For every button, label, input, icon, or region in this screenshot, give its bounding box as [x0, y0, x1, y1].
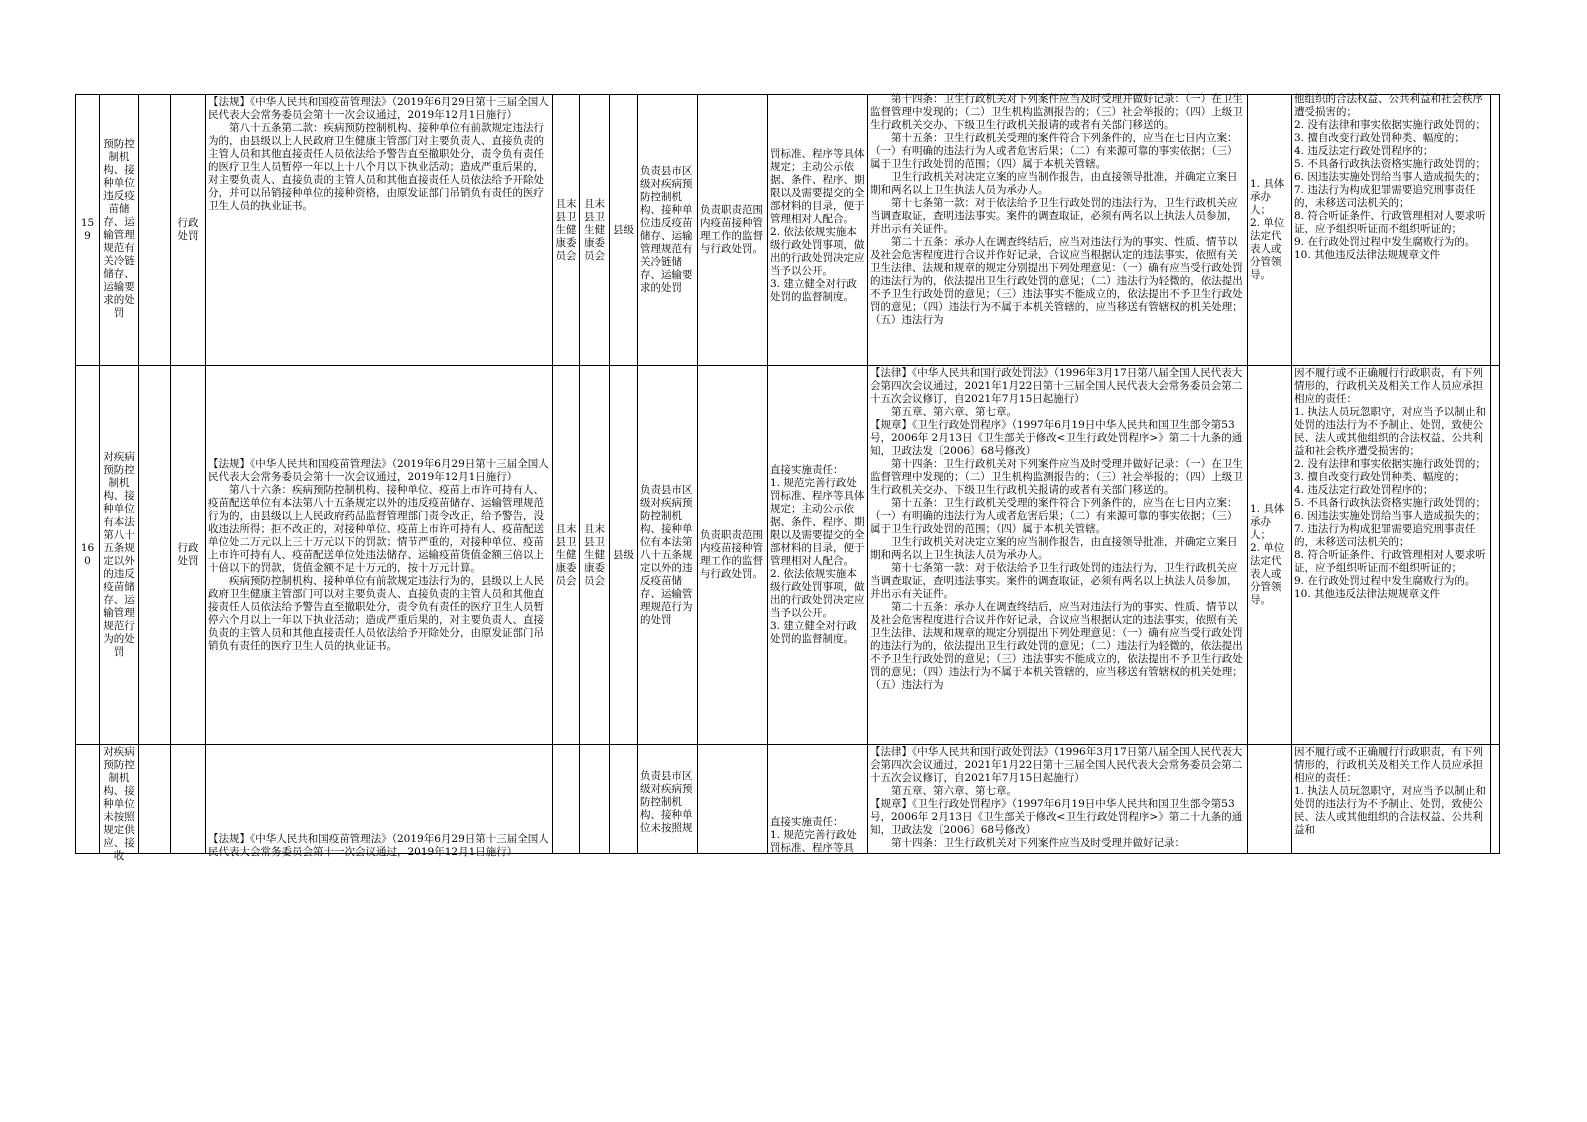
responsibility-items: 直接实施责任： 1. 规范完善行政处罚标准、程序等具体规定；主动公示依据、条件、程序、期限以及需要提交的全部材料的目录，便于管理相对人配合。 2. 依法依规实施本级行政处罚事项，做出的行政处罚决定应当予以公开。 3. 建立健全对行政处罚的监督制度。	[768, 366, 868, 745]
basis-title: 【法规】《中华人民共和国疫苗管理法》（2019年6月29日第十三届全国人民代表大会常务委员会第十一次会议通过，2019年12月1日施行）	[208, 457, 549, 483]
remarks	[1491, 366, 1500, 745]
procedure-clause: 【规章】《卫生行政处罚程序》（1997年6月19日中华人民共和国卫生部令第53号，2006年 2月13日《卫生部关于修改<卫生行政处罚程序>》第二十九条的通知，卫政法发〔2006〕68号修改）	[870, 419, 1243, 457]
exercise-scope: 负责县市区级对疾病预防控制机构、接种单位有本法第八十五条规定以外的违反疫苗储存、运输管理规范行为的处罚	[638, 366, 698, 745]
legal-basis	[206, 366, 553, 745]
accountability: 他组织的合法权益、公共利益和社会秩序遭受损害的； 2. 没有法律和事实依据实施行政处罚的； 3. 擅自改变行政处罚种类、幅度的； 4. 违反法定行政处罚程序的； 5. 不具备行政执法资格实施行政处罚的； 6. 因违法实施处罚给当事人造成损失的； 7. 违法行为构成犯罪需要追究刑事责任的，未移送司法机关的； 8. 符合听证条件、行政管理相对人要求听证，应予组织听证而不组织听证的； 9. 在行政处罚过程中发生腐败行为的。 10. 其他违反法律法规规章文件	[1292, 95, 1491, 366]
blank-cell	[139, 745, 171, 854]
exercise-scope: 负责县市区级对疾病预防控制机构、接种单位违反疫苗储存、运输管理规范有关冷链储存、运输要求的处罚	[638, 95, 698, 366]
remarks	[1491, 95, 1500, 366]
exercise-level	[610, 745, 638, 854]
item-number: 160	[76, 366, 100, 745]
procedure-clause: 第五章、第六章、第七章。	[891, 785, 1017, 797]
duty-description: 负责职责范围内疫苗接种管理工作的监督与行政处罚。	[698, 366, 768, 745]
implementing-dept	[553, 745, 580, 854]
remarks	[1491, 745, 1500, 854]
basis-title: 【法规】《中华人民共和国疫苗管理法》（2019年6月29日第十三届全国人民代表大会常务委员会第十一次会议通过，2019年12月1日施行）	[208, 96, 549, 121]
table-row	[76, 95, 1500, 366]
procedure-clause: 【规章】《卫生行政处罚程序》（1997年6月19日中华人民共和国卫生部令第53号，2006年 2月13日《卫生部关于修改<卫生行政处罚程序>》第二十九条的通知，卫政法发〔2006〕68号修改）	[870, 798, 1243, 836]
responsibility-items: 罚标准、程序等具体规定；主动公示依据、条件、程序、期限以及需要提交的全部材料的目录，便于管理相对人配合。 2. 依法依规实施本级行政处罚事项，做出的行政处罚决定应当予以公开。 3. 建立健全对行政处罚的监督制度。	[768, 95, 868, 366]
procedure-clause: 第十四条：卫生行政机关对下列案件应当及时受理并做好记录：	[891, 837, 1185, 849]
item-category	[171, 745, 206, 854]
responsible-subject	[1248, 745, 1292, 854]
procedure-basis	[868, 95, 1248, 366]
responsible-dept: 且末县卫生健康委员会	[580, 95, 610, 366]
procedure-clause: 第二十五条：承办人在调查终结后，应当对违法行为的事实、性质、情节以及社会危害程度进行合议并作好记录，合议应当根据认定的违法事实，依照有关卫生法律、法规和规章的规定分别提出下列处理意见：（一）确有应当受行政处罚的违法行为的，依法提出卫生行政处罚的意见；（二）违法行为轻微的，依法提出不予卫生行政处罚的意见；（三）违法事实不能成立的，依法提出不予卫生行政处罚的意见；（四）违法行为不属于本机关管辖的，应当移送有管辖权的机关处理；（五）违法行为	[870, 601, 1243, 691]
accountability: 因不履行或不正确履行行政职责，有下列情形的，行政机关及相关工作人员应承担相应的责任： 1. 执法人员玩忽职守，对应当予以制止和处罚的违法行为不予制止、处罚，致使公民、法人或其他组织的合法权益、公共利益和	[1292, 745, 1491, 854]
accountability: 因不履行或不正确履行行政职责，有下列情形的，行政机关及相关工作人员应承担相应的责任： 1. 执法人员玩忽职守，对应当予以制止和处罚的违法行为不予制止、处罚，致使公民、法人或其他组织的合法权益、公共利益和社会秩序遭受损害的； 2. 没有法律和事实依据实施行政处罚的； 3. 擅自改变行政处罚种类、幅度的； 4. 违反法定行政处罚程序的； 5. 不具备行政执法资格实施行政处罚的； 6. 因违法实施处罚给当事人造成损失的； 7. 违法行为构成犯罪需要追究刑事责任的，未移送司法机关的； 8. 符合听证条件、行政管理相对人要求听证，应予组织听证而不组织听证的； 9. 在行政处罚过程中发生腐败行为的。 10. 其他违反法律法规规章文件	[1292, 366, 1491, 745]
responsible-dept	[580, 745, 610, 854]
procedure-clause: 卫生行政机关对决定立案的应当制作报告，由直接领导批准，并确定立案日期和两名以上卫生执法人员为承办人。	[870, 536, 1238, 561]
procedure-basis	[868, 366, 1248, 745]
procedure-clause: 【法律】《中华人民共和国行政处罚法》（1996年3月17日第八届全国人民代表大会第四次会议通过，2021年1月22日第十三届全国人民代表大会常务委员会第二十五次会议修订，自2021年7月15日起施行）	[870, 367, 1243, 405]
exercise-level: 县级	[610, 366, 638, 745]
procedure-clause: 第十七条第一款：对于依法给予卫生行政处罚的违法行为，卫生行政机关应当调查取证，查明违法事实。案件的调查取证，必须有两名以上执法人员参加，并出示有关证件。	[870, 197, 1238, 235]
procedure-clause: 第十四条：卫生行政机关对下列案件应当及时受理并做好记录：（一）在卫生监督管理中发现的；（二）卫生机构监测报告的；（三）社会举报的；（四）上级卫生行政机关交办、下级卫生行政机关报请的或者有关部门移送的。	[870, 458, 1243, 496]
legal-basis	[206, 745, 553, 858]
responsibility-items: 直接实施责任： 1. 规范完善行政处罚标准、程序等具	[768, 745, 868, 854]
implementing-dept: 且末县卫生健康委员会	[553, 95, 580, 366]
procedure-clause: 第十四条：卫生行政机关对下列案件应当及时受理并做好记录：（一）在卫生监督管理中发现的；（二）卫生机构监测报告的；（三）社会举报的；（四）上级卫生行政机关交办、下级卫生行政机关报请的或者有关部门移送的。	[870, 93, 1243, 131]
blank-cell	[139, 95, 171, 366]
implementing-dept: 且末县卫生健康委员会	[553, 366, 580, 745]
power-list-table	[75, 93, 1500, 862]
procedure-clause: 第十五条：卫生行政机关受理的案件符合下列条件的，应当在七日内立案：（一）有明确的违法行为人或者危害后果；（二）有来源可靠的事实依据；（三）属于卫生行政处罚的范围；（四）属于本机关管辖。	[870, 132, 1238, 170]
item-name: 对疾病预防控制机构、接种单位未按照规定供应、接收	[100, 745, 139, 854]
responsible-subject: 1. 具体承办人； 2. 单位法定代表人或分管领导。	[1248, 366, 1292, 745]
procedure-clause: 第十七条第一款：对于依法给予卫生行政处罚的违法行为，卫生行政机关应当调查取证，查明违法事实。案件的调查取证，必须有两名以上执法人员参加，并出示有关证件。	[870, 562, 1238, 600]
table-row	[76, 745, 1500, 854]
procedure-basis	[868, 745, 1248, 854]
responsible-subject: 1. 具体承办人； 2. 单位法定代表人或分管领导。	[1248, 95, 1292, 366]
procedure-clause: 【法律】《中华人民共和国行政处罚法》（1996年3月17日第八届全国人民代表大会第四次会议通过，2021年1月22日第十三届全国人民代表大会常务委员会第二十五次会议修订，自2021年7月15日起施行）	[870, 746, 1243, 784]
procedure-clause: 第十五条：卫生行政机关受理的案件符合下列条件的，应当在七日内立案：（一）有明确的违法行为人或者危害后果；（二）有来源可靠的事实依据；（三）属于卫生行政处罚的范围；（四）属于本机关管辖。	[870, 497, 1238, 535]
procedure-clause: 卫生行政机关对决定立案的应当制作报告，由直接领导批准，并确定立案日期和两名以上卫生执法人员为承办人。	[870, 171, 1238, 196]
legal-basis	[206, 95, 553, 366]
document-sheet	[75, 93, 1499, 862]
duty-description: 负责职责范围内疫苗接种管理工作的监督与行政处罚。	[698, 95, 768, 366]
item-number: 159	[76, 95, 100, 366]
blank-cell	[139, 366, 171, 745]
basis-clause: 第八十六条：疾病预防控制机构、接种单位、疫苗上市许可持有人、疫苗配送单位有本法第八十五条规定以外的违反疫苗储存、运输管理规范行为的，由县级以上人民政府药品监督管理部门责令改正，给予警告，没收违法所得；拒不改正的，对接种单位、疫苗上市许可持有人、疫苗配送单位处二万元以上三十万元以下的罚款；情节严重的，对接种单位、疫苗上市许可持有人、疫苗配送单位处违法储存、运输疫苗货值金额三倍以上十倍以下的罚款，货值金额不足十万元的，按十万元计算。	[208, 483, 544, 574]
basis-clause: 疾病预防控制机构、接种单位有前款规定违法行为的，县级以上人民政府卫生健康主管部门可以对主要负责人、直接负责的主管人员和其他直接责任人员依法给予警告直至撤职处分，责令负有责任的医疗卫生人员暂停六个月以上一年以下执业活动；造成严重后果的，对主要负责人、直接负责的主管人员和其他直接责任人员依法给予开除处分，由原发证部门吊销负有责任的医疗卫生人员的执业证书。	[208, 574, 544, 652]
basis-clause: 第八十五条第二款：疾病预防控制机构、接种单位有前款规定违法行为的，由县级以上人民政府卫生健康主管部门对主要负责人、直接负责的主管人员和其他直接责任人员依法给予警告直至撤职处分，责令负有责任的医疗卫生人员暂停一年以上十八个月以下执业活动；造成严重后果的，对主要负责人、直接负责的主管人员和其他直接责任人员依法给予开除处分，并可以吊销接种单位的接种资格，由原发证部门吊销负有责任的医疗卫生人员的执业证书。	[208, 122, 544, 212]
duty-description	[698, 745, 768, 854]
item-number	[76, 745, 100, 854]
exercise-scope: 负责县市区级对疾病预防控制机构、接种单位未按照规	[638, 745, 698, 854]
item-category: 行政处罚	[171, 95, 206, 366]
table-row	[76, 366, 1500, 745]
basis-title: 【法规】《中华人民共和国疫苗管理法》（2019年6月29日第十三届全国人民代表大会常务委员会第十一次会议通过，2019年12月1日施行）	[208, 833, 549, 858]
procedure-clause: 第二十五条：承办人在调查终结后，应当对违法行为的事实、性质、情节以及社会危害程度进行合议并作好记录，合议应当根据认定的违法事实，依照有关卫生法律、法规和规章的规定分别提出下列处理意见：（一）确有应当受行政处罚的违法行为的，依法提出卫生行政处罚的意见；（二）违法行为轻微的，依法提出不予卫生行政处罚的意见；（三）违法事实不能成立的，依法提出不予卫生行政处罚的意见；（四）违法行为不属于本机关管辖的，应当移送有管辖权的机关处理；（五）违法行为	[870, 236, 1243, 326]
item-name: 对疾病预防控制机构、接种单位有本法第八十五条规定以外的违反疫苗储存、运输管理规范行为的处罚	[100, 366, 139, 745]
procedure-clause: 第五章、第六章、第七章。	[891, 406, 1017, 418]
exercise-level: 县级	[610, 95, 638, 366]
item-name: 预防控制机构、接种单位违反疫苗储存、运输管理规范有关冷链储存、运输要求的处罚	[100, 95, 139, 366]
responsible-dept: 且末县卫生健康委员会	[580, 366, 610, 745]
item-category: 行政处罚	[171, 366, 206, 745]
